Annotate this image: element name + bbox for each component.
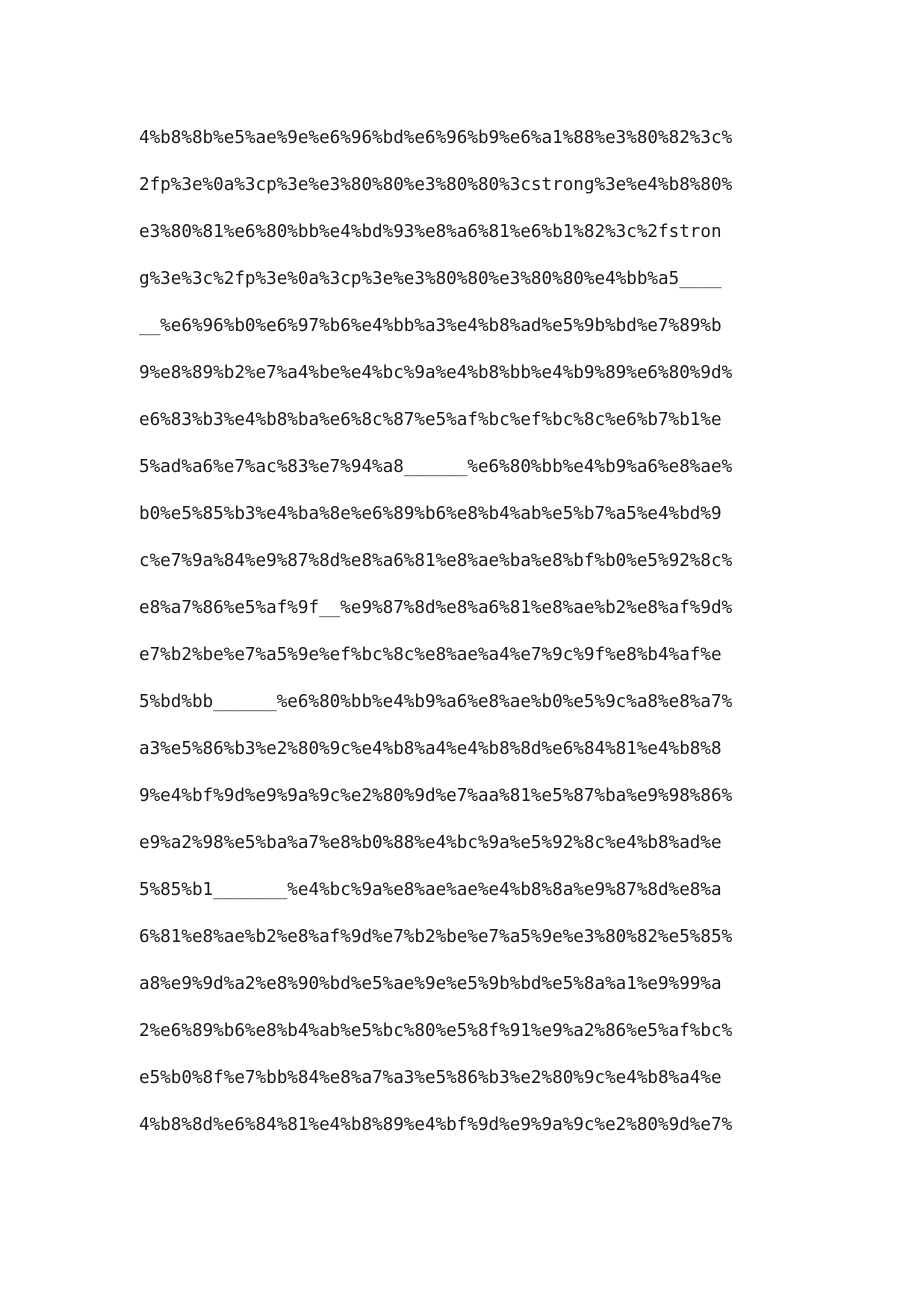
text-line: c%e7%9a%84%e9%87%8d%e8%a6%81%e8%ae%ba%e8%bf%b0%e5%92%8c% [139,551,733,571]
text-line: 6%81%e8%ae%b2%e8%af%9d%e7%b2%be%e7%a5%9e%e3%80%82%e5%85% [139,927,733,947]
text-line: 5%bd%bb______%e6%80%bb%e4%b9%a6%e8%ae%b0%e5%9c%a8%e8%a7% [139,692,733,712]
text-line: 9%e4%bf%9d%e9%9a%9c%e2%80%9d%e7%aa%81%e5%87%ba%e9%98%86% [139,786,733,806]
text-line: a8%e9%9d%a2%e8%90%bd%e5%ae%9e%e5%9b%bd%e5%8a%a1%e9%99%a [139,974,722,994]
text-line: e9%a2%98%e5%ba%a7%e8%b0%88%e4%bc%9a%e5%92%8c%e4%b8%ad%e [139,833,722,853]
text-line: 4%b8%8b%e5%ae%9e%e6%96%bd%e6%96%b9%e6%a1%88%e3%80%82%3c% [139,128,733,148]
text-line: e7%b2%be%e7%a5%9e%ef%bc%8c%e8%ae%a4%e7%9c%9f%e8%b4%af%e [139,645,722,665]
text-line: e3%80%81%e6%80%bb%e4%bd%93%e8%a6%81%e6%b1%82%3c%2fstron [139,222,722,242]
text-line: 5%ad%a6%e7%ac%83%e7%94%a8______%e6%80%bb%e4%b9%a6%e8%ae% [139,457,733,477]
text-line: 4%b8%8d%e6%84%81%e4%b8%89%e4%bf%9d%e9%9a%9c%e2%80%9d%e7% [139,1115,733,1135]
text-line: g%3e%3c%2fp%3e%0a%3cp%3e%e3%80%80%e3%80%80%e4%bb%a5____ [139,269,722,289]
text-line: e8%a7%86%e5%af%9f__%e9%87%8d%e8%a6%81%e8%ae%b2%e8%af%9d% [139,598,733,618]
text-line: 5%85%b1_______%e4%bc%9a%e8%ae%ae%e4%b8%8a%e9%87%8d%e8%a [139,880,722,900]
text-line: 9%e8%89%b2%e7%a4%be%e4%bc%9a%e4%b8%bb%e4%b9%89%e6%80%9d% [139,363,733,383]
text-line: e6%83%b3%e4%b8%ba%e6%8c%87%e5%af%bc%ef%bc%8c%e6%b7%b1%e [139,410,722,430]
text-line: b0%e5%85%b3%e4%ba%8e%e6%89%b6%e8%b4%ab%e5%b7%a5%e4%bd%9 [139,504,722,524]
encoded-text-body [139,118,799,1152]
text-line: a3%e5%86%b3%e2%80%9c%e4%b8%a4%e4%b8%8d%e6%84%81%e4%b8%8 [139,739,722,759]
text-line: __%e6%96%b0%e6%97%b6%e4%bb%a3%e4%b8%ad%e5%9b%bd%e7%89%b [139,316,722,336]
text-line: e5%b0%8f%e7%bb%84%e8%a7%a3%e5%86%b3%e2%80%9c%e4%b8%a4%e [139,1068,722,1088]
text-line: 2fp%3e%0a%3cp%3e%e3%80%80%e3%80%80%3cstrong%3e%e4%b8%80% [139,175,733,195]
text-line: 2%e6%89%b6%e8%b4%ab%e5%bc%80%e5%8f%91%e9%a2%86%e5%af%bc% [139,1021,733,1041]
